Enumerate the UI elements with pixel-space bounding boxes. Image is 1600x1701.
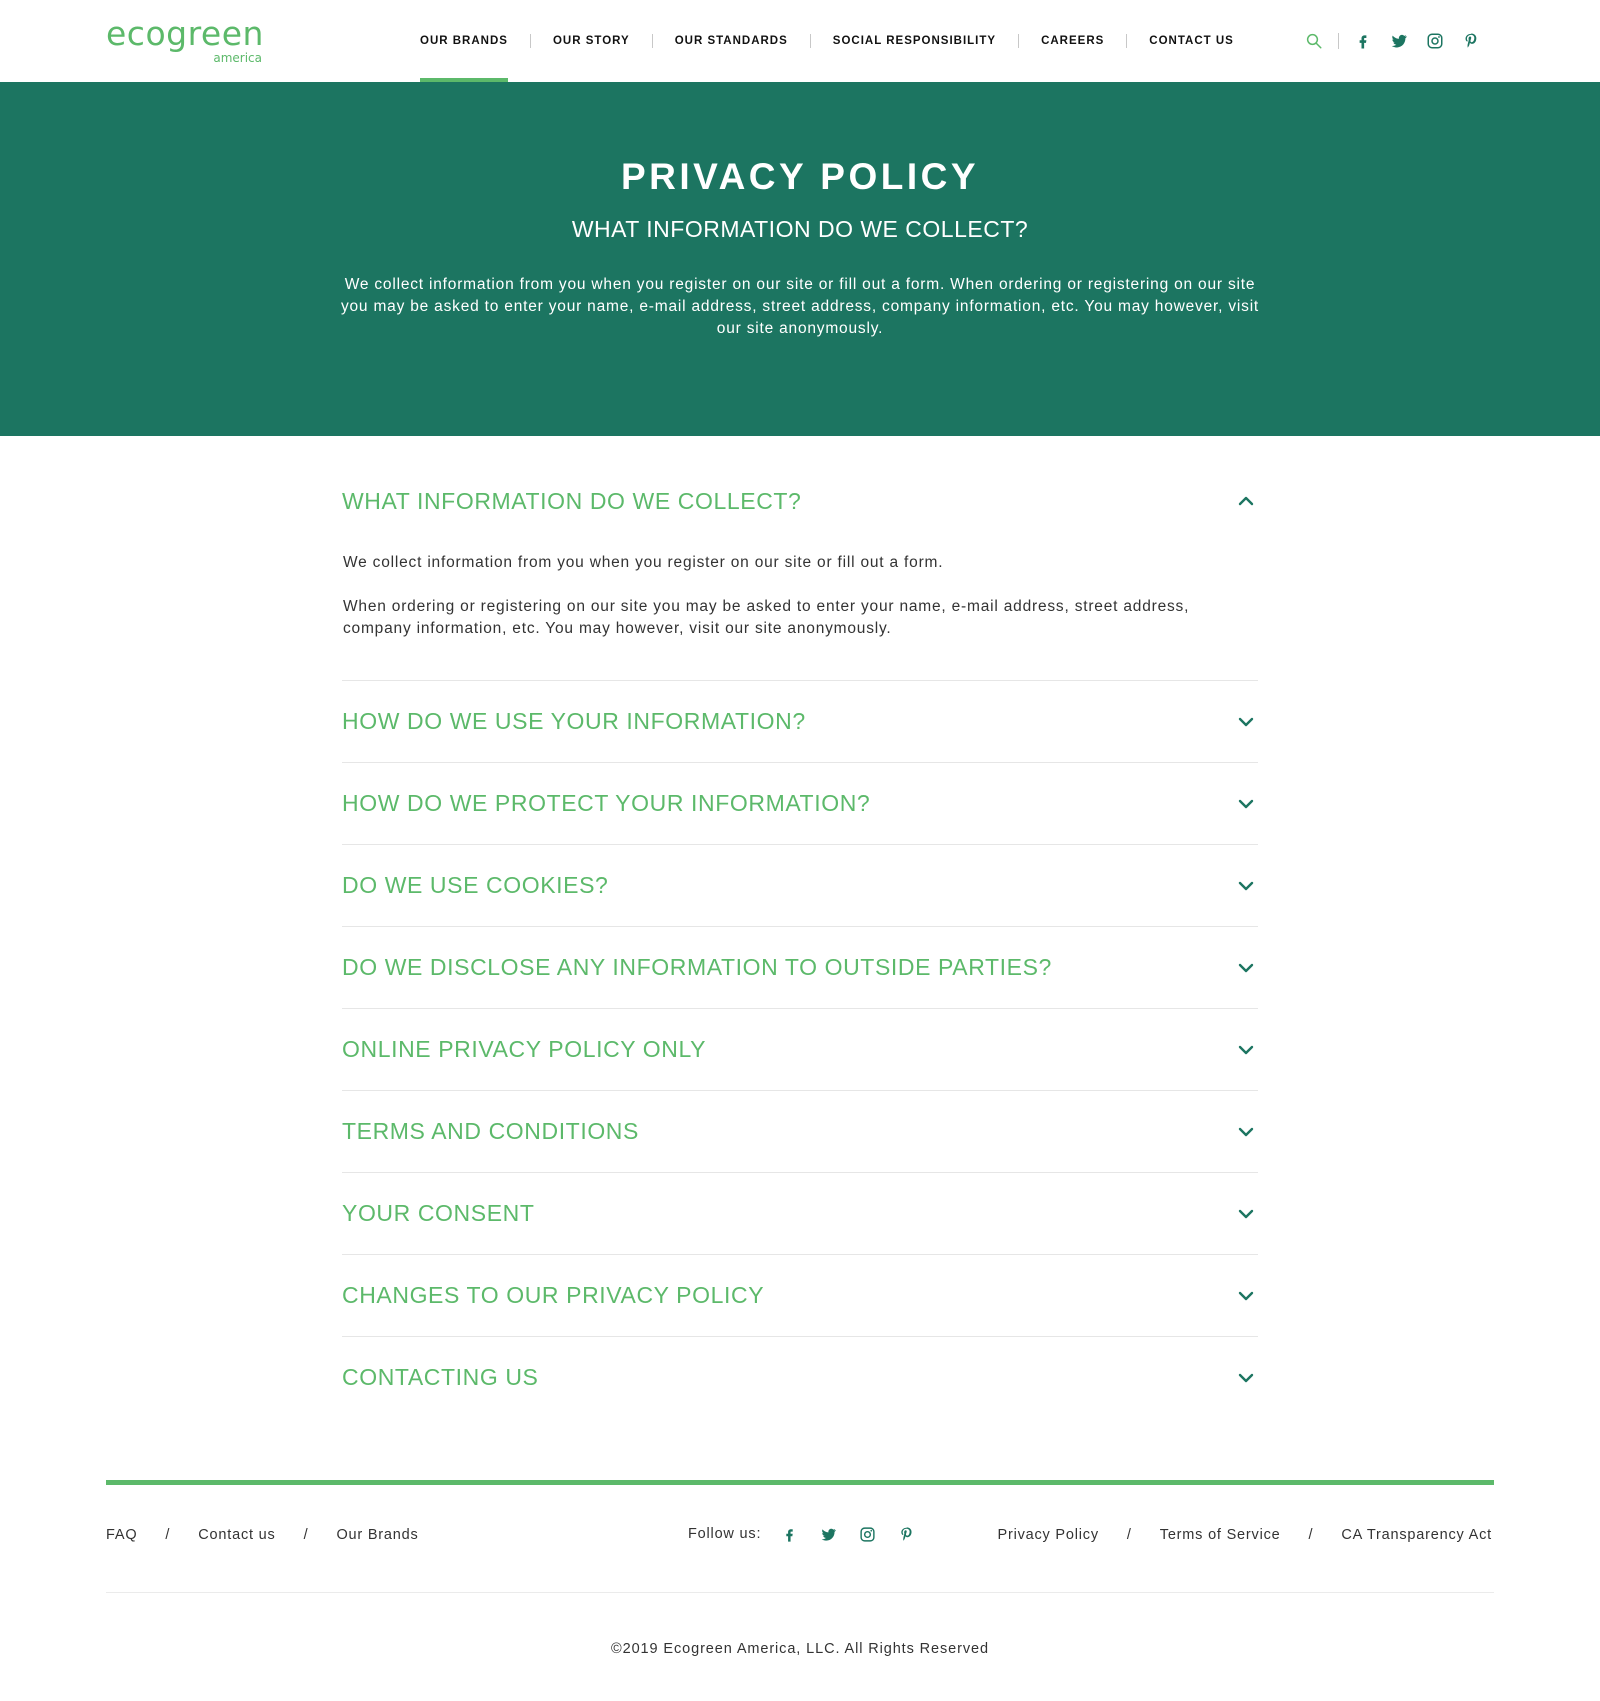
accordion-title: CHANGES TO OUR PRIVACY POLICY <box>342 1282 765 1308</box>
hero-subtitle: WHAT INFORMATION DO WE COLLECT? <box>571 216 1029 242</box>
accordion-header[interactable] <box>342 1255 1258 1336</box>
accordion-item <box>342 1173 1258 1255</box>
header-icons <box>1302 24 1483 58</box>
accordion-header[interactable] <box>342 763 1258 844</box>
chevron-down-icon <box>1236 794 1256 814</box>
accordion-item <box>342 460 1258 681</box>
accordion-title: ONLINE PRIVACY POLICY ONLY <box>342 1036 707 1062</box>
footer-accent-bar <box>106 1480 1494 1485</box>
accordion-header[interactable] <box>342 1173 1258 1254</box>
footer-separator: / <box>1126 1527 1132 1543</box>
accordion-header[interactable] <box>342 1009 1258 1090</box>
accordion-item <box>342 763 1258 845</box>
footer-link-privacy[interactable]: Privacy Policy <box>997 1527 1099 1543</box>
nav-divider <box>1126 34 1127 48</box>
accordion-body <box>342 542 1258 680</box>
footer-link-faq[interactable]: FAQ <box>106 1527 138 1543</box>
facebook-icon[interactable] <box>778 1523 800 1545</box>
accordion-paragraph: When ordering or registering on our site you may be asked to enter your name, e-mail address, street address, company information, etc. You may however, visit our site anonymously. <box>343 598 1190 637</box>
hero-description: We collect information from you when you register on our site or fill out a form. When ordering or registering on our site you may be asked to enter your name, e-mail address, street address, company information, etc. You may however, visit our site anonymously. <box>340 276 1260 337</box>
ecogreen-logo[interactable] <box>106 14 266 68</box>
copyright-text: ©2019 Ecogreen America, LLC. All Rights Reserved <box>611 1641 989 1657</box>
accordion-header[interactable] <box>342 681 1258 762</box>
accordion-header[interactable] <box>342 1337 1258 1418</box>
accordion-item <box>342 1091 1258 1173</box>
nav-divider <box>1018 34 1019 48</box>
accordion-header[interactable] <box>342 927 1258 1008</box>
chevron-down-icon <box>1236 1122 1256 1142</box>
footer-link-ca-transparency[interactable]: CA Transparency Act <box>1341 1527 1492 1543</box>
site-header <box>0 0 1600 82</box>
accordion-header[interactable] <box>342 845 1258 926</box>
twitter-icon[interactable] <box>817 1523 839 1545</box>
nav-contact-us[interactable]: CONTACT US <box>1149 35 1234 47</box>
hero-banner <box>0 82 1600 436</box>
nav-divider <box>652 34 653 48</box>
footer-separator: / <box>303 1527 309 1543</box>
nav-our-story[interactable]: OUR STORY <box>552 35 630 47</box>
footer-separator: / <box>1308 1527 1314 1543</box>
nav-divider <box>810 34 811 48</box>
footer-link-contact[interactable]: Contact us <box>198 1527 276 1543</box>
footer-link-terms[interactable]: Terms of Service <box>1159 1527 1281 1543</box>
accordion-item <box>342 1009 1258 1091</box>
page-title: PRIVACY POLICY <box>620 156 980 197</box>
chevron-down-icon <box>1236 1368 1256 1388</box>
nav-our-standards[interactable]: OUR STANDARDS <box>674 35 788 47</box>
footer-separator: / <box>165 1527 171 1543</box>
accordion-title: TERMS AND CONDITIONS <box>342 1118 639 1144</box>
accordion-title: DO WE DISCLOSE ANY INFORMATION TO OUTSIDE PARTIES? <box>342 954 1052 980</box>
footer-divider <box>106 1592 1494 1593</box>
chevron-down-icon <box>1236 1040 1256 1060</box>
nav-divider <box>530 34 531 48</box>
chevron-down-icon <box>1236 1286 1256 1306</box>
accordion-title: CONTACTING US <box>342 1364 539 1390</box>
chevron-up-icon <box>1236 491 1256 511</box>
accordion-title: HOW DO WE USE YOUR INFORMATION? <box>342 708 806 734</box>
footer-links-right <box>997 1527 1492 1543</box>
nav-social-responsibility[interactable]: SOCIAL RESPONSIBILITY <box>832 35 997 47</box>
accordion-title: YOUR CONSENT <box>342 1200 535 1226</box>
pinterest-icon[interactable] <box>895 1523 917 1545</box>
accordion-paragraph: We collect information from you when you register on our site or fill out a form. <box>343 554 944 571</box>
footer-links-left <box>106 1527 419 1543</box>
accordion-item <box>342 845 1258 927</box>
nav-careers[interactable]: CAREERS <box>1041 35 1105 47</box>
facebook-icon[interactable] <box>1351 29 1375 53</box>
privacy-accordion <box>342 460 1258 1418</box>
accordion-item <box>342 1255 1258 1337</box>
accordion-item <box>342 1337 1258 1418</box>
accordion-header[interactable] <box>342 460 1258 542</box>
chevron-down-icon <box>1236 712 1256 732</box>
search-icon[interactable] <box>1302 29 1326 53</box>
accordion-title: HOW DO WE PROTECT YOUR INFORMATION? <box>342 790 871 816</box>
instagram-icon[interactable] <box>856 1523 878 1545</box>
logo-wordmark: ecogreen <box>106 14 264 53</box>
instagram-icon[interactable] <box>1423 29 1447 53</box>
accordion-item <box>342 681 1258 763</box>
logo-subtitle: america <box>213 51 262 65</box>
chevron-down-icon <box>1236 958 1256 978</box>
accordion-title: WHAT INFORMATION DO WE COLLECT? <box>342 487 802 514</box>
accordion-item <box>342 927 1258 1009</box>
accordion-header[interactable] <box>342 1091 1258 1172</box>
chevron-down-icon <box>1236 1204 1256 1224</box>
footer-link-brands[interactable]: Our Brands <box>336 1527 419 1543</box>
main-nav <box>408 0 1246 82</box>
footer-follow <box>688 1523 917 1545</box>
pinterest-icon[interactable] <box>1459 29 1483 53</box>
chevron-down-icon <box>1236 876 1256 896</box>
twitter-icon[interactable] <box>1387 29 1411 53</box>
accordion-title: DO WE USE COOKIES? <box>342 872 609 898</box>
icon-divider <box>1338 33 1339 49</box>
follow-label: Follow us: <box>688 1526 762 1542</box>
nav-our-brands[interactable]: OUR BRANDS <box>408 0 520 82</box>
